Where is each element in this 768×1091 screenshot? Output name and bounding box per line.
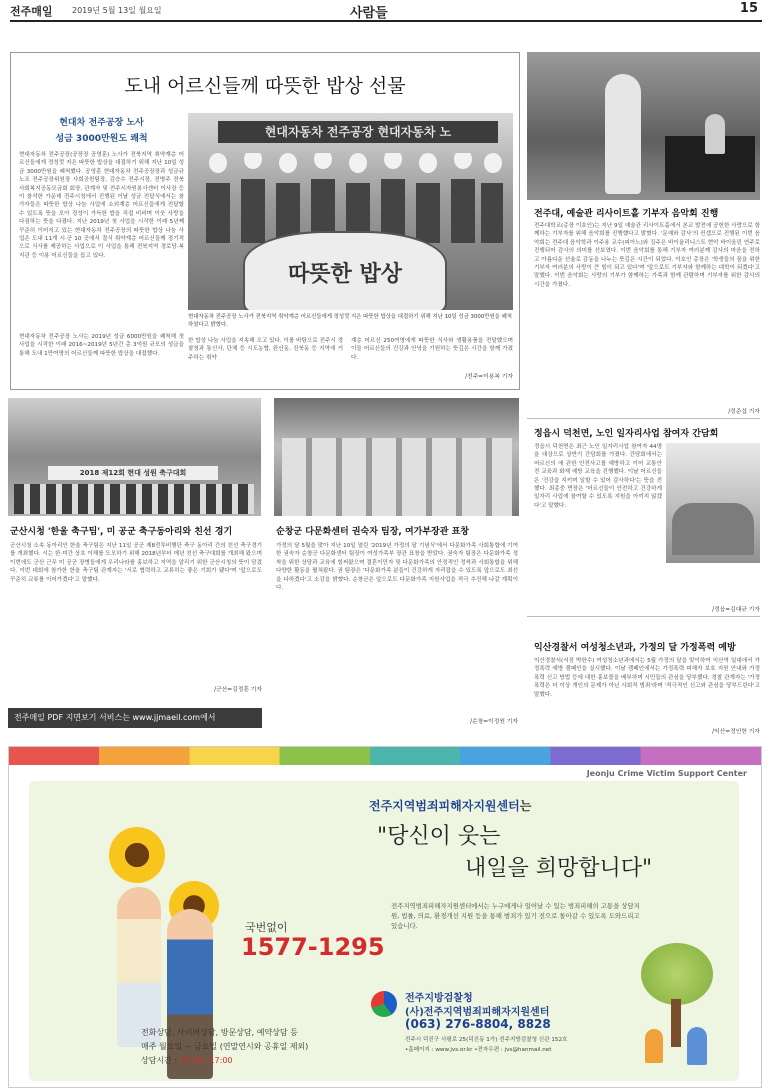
- soccer-byline: /군산=김정훈 기자: [214, 687, 262, 693]
- multicultural-headline: 순창군 다문화센터 권숙자 팀장, 여가부장관 표창: [276, 527, 469, 537]
- music-headline: 전주대, 예술관 리사이트홀 기부자 음악회 진행: [534, 209, 719, 219]
- photo-banner: 현대자동차 전주공장 현대자동차 노: [218, 121, 498, 143]
- ad-org-suffix: 는: [519, 799, 532, 813]
- multicultural-body: 가정의 달 5월을 맞아 지난 10일 열린 '2019년 가정의 달 기념식'에서 다문화가족 사회통합에 기여한 권숙자 순창군 다문화센터 팀장이 여성가족부 장관 표창을 받았다. 권숙자 팀장은 다문화가족 정착을 위한 상담과 교육에 힘써왔으며 결혼이민자 및 다문화가족의 안정적인 정착과 사회통합을 위해 다양한 활동을 펼쳐왔다. 권 팀장은 '다문화가족 분들이 건강하게 자리잡을 수 있도록 앞으로도 최선을 다하겠다'고 소감을 밝혔다. 순창군은 앞으로도 다문화가족 지원사업을 적극 추진해 나갈 계획이다.: [276, 543, 518, 592]
- soccer-banner: 2018 제12회 현대 성원 축구대회: [48, 466, 218, 480]
- boy-figure: [167, 909, 213, 1079]
- jobs-body: 정읍시 덕천면은 최근 노인 일자리사업 참여자 44명을 대상으로 상반기 간담회를 가졌다. 간담회에서는 어르신의 에 관한 안전사고를 예방하고 이어 교통안전 교육과 화재 예방 교육을 진행했다. 이날 어르신들은 '건강을 지키며 일할 수 있어 감사하다'는 뜻을 전했다. 최종중 면장은 '어르신들이 안전하고 건강하게 일자리 사업에 참여할 수 있도록 지원을 아끼지 않겠다'고 말했다.: [534, 444, 662, 509]
- consult-types: 전화상담, 사이버상담, 방문상담, 예약상담 등: [141, 1028, 298, 1037]
- section-title: 사람들: [350, 6, 388, 21]
- paper-name: 전주매일: [10, 5, 53, 18]
- music-photo: [527, 52, 760, 200]
- seated-people: [672, 503, 754, 555]
- prosecutor-line1: 전주지방검찰청: [405, 993, 473, 1004]
- jobs-headline: 정읍시 덕천면, 노인 일자리사업 참여자 간담회: [534, 429, 719, 439]
- bowl-text: 따뜻한 밥상: [288, 261, 402, 287]
- violence-body: 익산경찰서(서장 박한수) 여성청소년과에서는 5월 가정의 달을 맞이하여 익산역 일대에서 가정폭력 예방 캠페인을 실시했다. 이날 캠페인에서는 가정폭력 피해자 보호 지원 안내와 가정폭력 신고 방법 등에 대한 홍보물을 배부하며 시민들의 관심을 당부했다. 경찰 관계자는 '가정폭력은 더 이상 개인의 문제가 아닌 사회적 범죄'라며 '적극적인 신고와 관심을 당부드린다'고 말했다.: [534, 658, 760, 698]
- music-body: 전주대학교(총장 이호인)는 지난 9일 예술관 리사이트홀에서 본교 발전에 공헌한 사랑으로 함께하는 기부자를 위해 음악회를 진행했다고 밝혔다. '문예와 감사'의 컨셉으로 진행된 이번 음악회는 전주대 음악학과 이주용 교수(피아노)와 김주은 바이올리니스트 현악 바이올린 연주로 진행되어 감사의 의미를 선보였다. 이번 음악회를 통해 기부자 여러분께 감사의 마음을 전하고 아름다운 선율로 감동을 나누는 뜻깊은 시간이 되었다. 이호인 총장은 '학생들의 꿈을 위한 기부자 여러분의 사랑이 큰 힘이 되고 있다'며 '앞으로도 기부자와 함께하는 대학이 되겠다'고 말했다. 이번 음악회는 사랑의 기부가 함께하는 가족과 함께 관람하며 기부자를 위한 감사의 시간을 가졌다.: [534, 223, 760, 288]
- jobs-photo: [666, 443, 760, 563]
- group-people: [282, 438, 512, 516]
- crime-victim-ad: [8, 746, 762, 1088]
- hotline-number[interactable]: 1577-1295: [241, 933, 385, 961]
- music-byline: /정준섭 기자: [728, 409, 760, 415]
- feature-body-col1: 현대자동차 전주공장(공장장 공영훈) 노사가 전북지역 취약계층 어르신들에게 정성껏 지은 따뜻한 밥상을 대접하기 위해 지난 10일 성금 3000만원을 쾌척했다. 공영훈 현대자동차 전주공장장과 성금규 노조 전주공장위원장 사회공헌팀장, 김승수 전주시장, 전병주 전북 사회복지공동모금회 회장, 관계자 및 전주시자원봉사센터 이사장 등이 참석한 가운데 전주시청에서 진행된 이날 성금 전달식에서는 참가자들은 따뜻한 밥상 나눔 사업에 소외계층 어르신들에게 전달할 수 있도록 뜻을 모아 정성이 가득한 밥을 직접 비비며 이웃 사랑을 다짐하는 뜻을 다졌다. 지난 2019년 첫 사업을 시작한 이래 5년째 꾸준히 이어지고 있는 현대자동차 전주공장의 따뜻한 밥상 나눔 사업은 도내 11개 시·군 10 곳에서 결식 취약계층 어르신들께 정기적으로 식사를 제공하는 사업으로 이 사업을 통해 전북지역 경로당·복지관 등 이용 어르신들을 돕고 있다.: [19, 152, 184, 259]
- pdf-service-text[interactable]: 전주매일 PDF 지면보기 서비스는 www.jjmaeil.com에서: [14, 713, 216, 722]
- feature-body-col1b: 현대자동차 전주공장 노사는 2019년 성금 6000만원을 쾌척해 첫 사업을 시작한 이래 2016~2019년 5년간 총 3억원 규모의 성금을 통해 도내 1만여명의 어르신들께 따뜻한 밥상을 대접했다.: [19, 334, 184, 357]
- ad-description: 전주지역범죄피해자지원센터에서는 누구에게나 일어날 수 있는 범죄피해의 고통을 상담지원, 법률, 의료, 환경개선 지원 등을 통해 범죄가 있기 전으로 돌아갈 수 있도록 도와드리고 있습니다.: [391, 902, 640, 930]
- ad-org-heading: [369, 795, 531, 814]
- adult-figure: [687, 1027, 707, 1065]
- soccer-body: 군산시청 소속 동아리인 한울 축구팀은 지난 11일 공군 제8전투비행단 축구 동아리 간의 친선 축구경기를 개최했다. 시는 한·미간 상호 이해를 도모하기 위해 2018년부터 매년 친선 축구대회를 개최해 왔으며 이번에도 군산 근무 미 공군 장병들에게 우리나라를 홍보하고 지역을 알리기 위한 군산시청의 뜻이 담겼다. 이번 대회에 참가한 한울 축구팀 관계자는 '서로 협력하고 교류하는 좋은 기회가 됐다'며 '앞으로도 꾸준히 교류를 이어가겠다'고 말했다.: [10, 543, 262, 583]
- ad-org-title: 전주지역범죄피해자지원센터: [369, 799, 520, 813]
- page-header: [10, 0, 762, 22]
- prosecutor-phone[interactable]: (063) 276-8804, 8828: [405, 1017, 551, 1031]
- crowd-silhouettes: [198, 153, 503, 243]
- feature-byline: /전주=이용복 기자: [465, 374, 513, 380]
- soccer-headline: 군산시청 '한울 축구팀', 미 공군 축구동아리와 친선 경기: [10, 527, 233, 537]
- feature-body-col2: 한 밥상 나눔 사업을 지속해 오고 있다. 이를 바탕으로 전주시 경찰청과 통신사, 단체 등 시도농협, 완산동, 진북동 등 지역에 거주하는 취약: [188, 338, 343, 361]
- ad-slogan-line1: "당신이 웃는: [377, 824, 501, 849]
- prosecutor-address: 전주시 덕진구 사평로 25(덕진동 1가) 전주지방검찰청 신관 152호: [405, 1037, 568, 1043]
- tree-illustration: [625, 943, 725, 1071]
- pdf-service-bar[interactable]: [8, 708, 262, 728]
- sunflower-icon: [109, 827, 165, 883]
- consult-days: 매주 월요일 ~ 금요일 (연말연시와 공휴일 제외): [141, 1042, 309, 1051]
- violinist: [605, 74, 641, 194]
- feature-photo: [188, 113, 513, 310]
- ad-slogan-line2: 내일을 희망합니다": [465, 856, 653, 881]
- multicultural-byline: /순창=이정원 기자: [470, 719, 518, 725]
- girl-figure: [117, 887, 161, 1047]
- feature-title: 도내 어르신들께 따뜻한 밥상 선물: [124, 75, 406, 97]
- rice-bowl: [243, 231, 447, 310]
- jobs-byline: /정읍=김대규 기자: [712, 607, 760, 613]
- prosecutor-logo-icon: [371, 991, 397, 1017]
- page-number: 15: [739, 1, 758, 16]
- feature-body-col3: 계층 어르신 250여명에게 따뜻한 식사와 생활용품을 전달했으며 이들 어르신들의 건강과 안녕을 기원하는 뜻깊은 시간을 함께 가졌다.: [351, 338, 513, 361]
- soccer-photo: [8, 398, 261, 516]
- pianist: [705, 114, 725, 154]
- consult-time-row: [141, 1055, 233, 1066]
- tree-crown: [641, 943, 713, 1005]
- ad-org-en: Jeonju Crime Victim Support Center: [586, 769, 747, 778]
- prosecutor-line2: (사)전주지역범죄피해자지원센터: [405, 1007, 550, 1018]
- team-row: [14, 484, 254, 514]
- violence-headline: 익산경찰서 여성청소년과, 가정의 달 가정폭력 예방: [534, 643, 736, 653]
- consult-time: 10:00~17:00: [179, 1056, 233, 1065]
- feature-kicker: 현대차 전주공장 노사: [59, 118, 144, 128]
- multicultural-photo: [274, 398, 519, 516]
- feature-caption: 현대자동차 전주공장 노사가 전북지역 취약계층 어르신들에게 정성껏 지은 따뜻한 밥상을 대접하기 위해 지난 10일 성금 3000만원을 쾌척하였다고 밝혔다.: [188, 314, 512, 328]
- prosecutor-web[interactable]: •홈페이지 : www.jvs.or.kr •전자우편 : jvs@hanmail.net: [405, 1047, 552, 1053]
- divider-right-1: [527, 418, 760, 419]
- feature-article: [10, 52, 520, 390]
- feature-subkicker: 성금 3000만원도 쾌척: [55, 134, 148, 144]
- tree-trunk: [671, 999, 681, 1047]
- child-figure: [645, 1029, 663, 1063]
- issue-date: 2019년 5월 13일 월요일: [72, 6, 162, 15]
- hotline-label: 국번없이: [245, 921, 288, 934]
- consult-time-label: 상담시간 :: [141, 1056, 178, 1065]
- violence-byline: /익산=정인헌 기자: [712, 729, 760, 735]
- ad-stripes: [9, 747, 761, 765]
- divider-right-2: [527, 616, 760, 617]
